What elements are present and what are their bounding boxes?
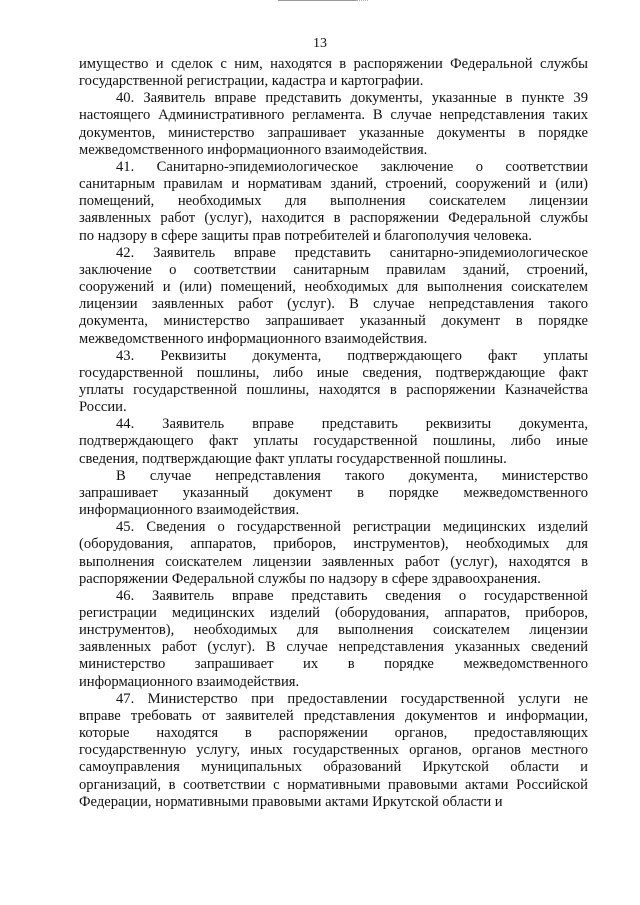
text-line: 40. Заявитель вправе представить документы, указанные в пункте 39 bbox=[116, 90, 588, 107]
text-line: организаций, в соответствии с нормативными правовыми актами Российской bbox=[79, 776, 588, 793]
paragraph bbox=[79, 245, 588, 348]
text-line: информационного взаимодействия. bbox=[79, 673, 300, 690]
text-line: уплаты государственной пошлины, находятся в распоряжении Казначейства bbox=[79, 381, 588, 398]
text-line: документа, министерство запрашивает указанный документ в порядке bbox=[79, 313, 588, 330]
text-line: России. bbox=[79, 399, 127, 416]
text-line: (оборудования, аппаратов, приборов, инструментов), необходимых для bbox=[79, 536, 588, 553]
text-line: 44. Заявитель вправе представить реквизиты документа, bbox=[116, 416, 588, 433]
text-line: заключение о соответствии санитарным правилам зданий, строений, bbox=[79, 261, 588, 278]
text-line: настоящего Административного регламента. В случае непредставления таких bbox=[79, 107, 588, 124]
paragraph bbox=[79, 56, 588, 90]
text-line: самоуправления муниципальных образований Иркутской области и bbox=[79, 759, 588, 776]
text-line: 47. Министерство при предоставлении государственной услуги не bbox=[116, 690, 588, 707]
text-line: 41. Санитарно-эпидемиологическое заключение о соответствии bbox=[116, 158, 588, 175]
text-line: сведения, подтверждающие факт уплаты государственной пошлины. bbox=[79, 450, 507, 467]
text-line: межведомственного информационного взаимодействия. bbox=[79, 330, 428, 347]
text-line: лицензии заявленных работ (услуг). В случае непредставления такого bbox=[79, 296, 588, 313]
text-line: выполнения соискателем лицензии заявленных работ (услуг), находятся в bbox=[79, 553, 588, 570]
text-line: заявленных работ (услуг). В случае непредставления указанных сведений bbox=[79, 639, 588, 656]
text-line: министерство запрашивает их в порядке межведомственного bbox=[79, 656, 588, 673]
scan-edge-dots bbox=[356, 0, 368, 3]
text-line: государственной регистрации, кадастра и картографии. bbox=[79, 73, 424, 90]
text-line: документов, министерство запрашивает указанные документы в порядке bbox=[79, 124, 588, 141]
text-line: регистрации медицинских изделий (оборудования, аппаратов, приборов, bbox=[79, 605, 588, 621]
text-line: по надзору в сфере защиты прав потребителей и благополучия человека. bbox=[79, 227, 532, 244]
text-line: Федерации, нормативными правовыми актами Иркутской области и bbox=[79, 793, 503, 810]
paragraph bbox=[79, 519, 588, 588]
paragraph bbox=[79, 588, 588, 691]
paragraph bbox=[79, 159, 588, 245]
text-line: распоряжении Федеральной службы по надзору в сфере здравоохранения. bbox=[79, 570, 541, 587]
text-line: заявленных работ (услуг), находится в распоряжении Федеральной службы bbox=[79, 210, 588, 227]
paragraph bbox=[79, 90, 588, 159]
text-line: имущество и сделок с ним, находятся в распоряжении Федеральной службы bbox=[79, 56, 588, 72]
paragraph bbox=[79, 691, 588, 811]
paragraph bbox=[79, 416, 588, 467]
paragraph bbox=[79, 348, 588, 417]
page-number: 13 bbox=[313, 36, 327, 51]
text-line: вправе требовать от заявителей представления документов и информации, bbox=[79, 707, 588, 724]
text-line: сооружений и (или) помещений, необходимых для выполнения соискателем bbox=[79, 279, 588, 296]
text-line: государственную услугу, иных государственных органов, органов местного bbox=[79, 742, 588, 759]
document-body bbox=[79, 56, 588, 811]
text-line: В случае непредставления такого документа, министерство bbox=[116, 467, 588, 484]
text-line: государственной пошлины, либо иные сведения, подтверждающие факт bbox=[79, 364, 588, 381]
text-line: инструментов), необходимых для выполнения соискателем лицензии bbox=[79, 622, 588, 639]
text-line: 45. Сведения о государственной регистрации медицинских изделий bbox=[116, 519, 588, 536]
scan-edge-mark bbox=[278, 0, 356, 4]
text-line: подтверждающего факт уплаты государственной пошлины, либо иные bbox=[79, 433, 588, 450]
text-line: 46. Заявитель вправе представить сведения о государственной bbox=[116, 587, 588, 604]
text-line: информационного взаимодействия. bbox=[79, 502, 300, 519]
paragraph bbox=[79, 468, 588, 519]
text-line: 42. Заявитель вправе представить санитарно-эпидемиологическое bbox=[116, 244, 588, 261]
text-line: запрашивает указанный документ в порядке межведомственного bbox=[79, 484, 588, 501]
text-line: которые находятся в распоряжении органов, предоставляющих bbox=[79, 725, 588, 742]
text-line: 43. Реквизиты документа, подтверждающего факт уплаты bbox=[116, 347, 588, 364]
text-line: помещений, необходимых для выполнения соискателем лицензии bbox=[79, 193, 588, 210]
text-line: санитарным правилам и нормативам зданий, строений, сооружений и (или) bbox=[79, 176, 588, 193]
text-line: межведомственного информационного взаимодействия. bbox=[79, 141, 428, 158]
